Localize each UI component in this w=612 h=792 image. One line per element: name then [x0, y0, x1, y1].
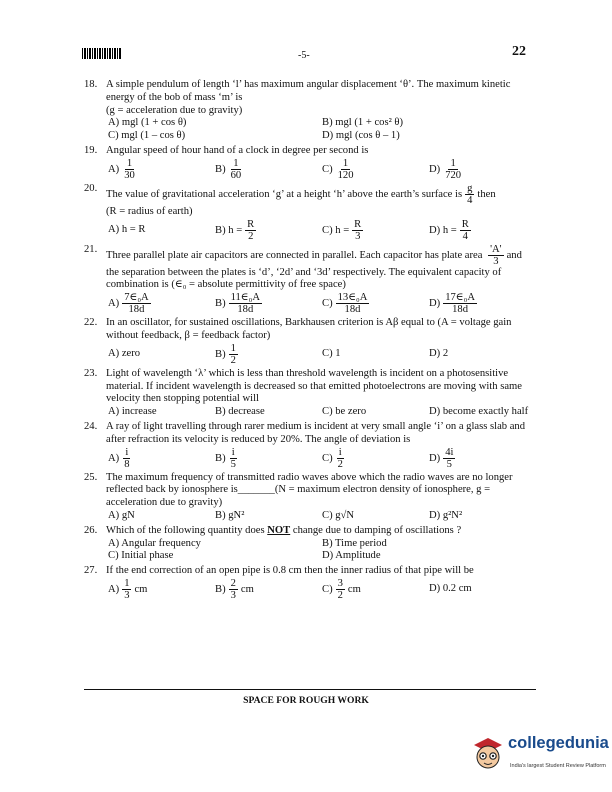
option-d: D) $\frac{4i}{5}$ — [429, 446, 454, 470]
collegedunia-logo — [468, 734, 609, 775]
option-b: B) $\frac{1}{60}$ — [215, 157, 242, 181]
question-text: Which of the following quantity does NOT change due to damping of oscillations ? — [106, 524, 462, 536]
question-list — [84, 79, 536, 603]
option-b: B) Time period — [322, 537, 387, 549]
option-c: C) g√N — [322, 509, 355, 521]
option-c: C) $\frac{3}{2}$ cm — [322, 577, 361, 601]
option-a: A) $\frac{1}{30}$ — [108, 157, 135, 181]
question-25 — [84, 472, 536, 523]
paper-code: 22 — [512, 44, 526, 59]
option-d: D) become exactly half — [429, 406, 529, 418]
page-number: -5- — [298, 50, 310, 61]
option-d: D) g²N² — [429, 509, 463, 521]
mascot-icon — [470, 735, 506, 773]
option-a: A) Angular frequency — [108, 537, 201, 549]
option-b: B) $\frac{2}{3}$ cm — [215, 577, 254, 601]
question-text: Three parallel plate air capacitors are connected in parallel. Each capacitor has plate area $\frac{'A'}{3}$ and the separation between the plates is ‘d’, ‘2d’ and ‘3d’ respectively. The equivalent capacity of combination is (∈₀ = absolute permittivity of free space) — [106, 243, 522, 291]
question-18 — [84, 79, 536, 143]
option-b: B) $\frac{i}{5}$ — [215, 446, 236, 470]
option-a: A) $\frac{1}{3}$ cm — [108, 577, 148, 601]
option-d: D) $\frac{1}{720}$ — [429, 157, 462, 181]
barcode — [82, 48, 122, 59]
question-27 — [84, 565, 536, 601]
option-c: C) 1 — [322, 347, 341, 359]
question-19 — [84, 145, 536, 181]
question-23 — [84, 368, 536, 419]
question-note: (g = acceleration due to gravity) — [106, 104, 243, 116]
question-text: If the end correction of an open pipe is 0.8 cm then the inner radius of that pipe will be — [106, 565, 474, 577]
option-d: D) Amplitude — [322, 550, 381, 562]
option-c: C) $\frac{1}{120}$ — [322, 157, 354, 181]
option-c: C) $\frac{\text{13∈₀A}}{18d}$ — [322, 292, 368, 316]
option-c: C) be zero — [322, 406, 367, 418]
question-20 — [84, 183, 536, 242]
question-number: 22. — [84, 317, 98, 329]
option-d: D) $\frac{\text{17∈₀A}}{18d}$ — [429, 292, 475, 316]
divider — [84, 689, 536, 690]
question-number: 27. — [84, 565, 98, 577]
question-text: The value of gravitational acceleration ‘g’ at a height ‘h’ above the earth’s surface is $\frac{g}{4}$ then — [106, 182, 496, 206]
option-d: D) 2 — [429, 347, 449, 359]
question-26 — [84, 525, 536, 563]
option-b: B) $\frac{\text{11∈₀A}}{18d}$ — [215, 292, 260, 316]
option-b: B) decrease — [215, 406, 265, 418]
option-b: B) $\frac{1}{2}$ — [215, 342, 236, 366]
question-number: 23. — [84, 367, 98, 379]
question-text: A ray of light travelling through rarer medium is incident at very small angle ‘i’ on a glass slab and after refraction its velocity is reduced by 20%. The angle of deviation is — [106, 420, 526, 445]
option-a: A) gN — [108, 509, 135, 521]
option-c: C) Initial phase — [108, 550, 174, 562]
option-a: A) h = R — [108, 223, 146, 235]
question-22 — [84, 317, 536, 366]
option-c: C) $\frac{i}{2}$ — [322, 446, 343, 470]
question-24 — [84, 421, 536, 470]
option-d: D) 0.2 cm — [429, 583, 472, 595]
question-note: (R = radius of earth) — [106, 205, 193, 217]
option-d: D) h = $\frac{R}{4}$ — [429, 218, 469, 242]
option-b: B) gN² — [215, 509, 245, 521]
question-number: 19. — [84, 144, 98, 156]
question-number: 26. — [84, 524, 98, 536]
question-number: 20. — [84, 182, 98, 194]
question-number: 21. — [84, 243, 98, 255]
option-c: C) h = $\frac{R}{3}$ — [322, 218, 362, 242]
question-text: A simple pendulum of length ‘l’ has maximum angular displacement ‘θ’. The maximum kinetic energy of the bob of mass ‘m’ is — [106, 79, 511, 103]
option-c: C) mgl (1 – cos θ) — [108, 130, 186, 142]
option-b: B) mgl (1 + cos² θ) — [322, 117, 404, 129]
option-b: B) h = $\frac{R}{2}$ — [215, 218, 255, 242]
logo-tagline: India's largest Student Review Platform — [510, 763, 606, 769]
question-number: 25. — [84, 471, 98, 483]
option-a: A) $\frac{\text{7∈₀A}}{18d}$ — [108, 292, 149, 316]
option-d: D) mgl (cos θ – 1) — [322, 130, 400, 142]
option-a: A) zero — [108, 347, 141, 359]
rough-work-label: SPACE FOR ROUGH WORK — [243, 695, 369, 706]
logo-text: collegedunia — [508, 734, 609, 752]
question-text: In an oscillator, for sustained oscillations, Barkhausen criterion is Aβ equal to (A = voltage gain without feedback, β = feedback factor) — [106, 317, 512, 341]
question-21 — [84, 244, 536, 316]
question-number: 24. — [84, 420, 98, 432]
question-text: Angular speed of hour hand of a clock in degree per second is — [106, 144, 369, 156]
question-number: 18. — [84, 79, 98, 90]
question-text: The maximum frequency of transmitted radio waves above which the radio waves are no longer reflected back by ionosphere is_______(N = maximum electron density of ionosphere, g = acceleration due to gravity) — [106, 471, 513, 509]
option-a: A) $\frac{i}{8}$ — [108, 446, 130, 470]
question-text: Light of wavelength ‘λ’ which is less than threshold wavelength is incident on a photosensitive material. If incident wavelength is decreased so that emitted photoelectrons are moving with same velocity then stopping potential will — [106, 367, 522, 405]
option-a: A) mgl (1 + cos θ) — [108, 117, 187, 129]
option-a: A) increase — [108, 406, 157, 418]
